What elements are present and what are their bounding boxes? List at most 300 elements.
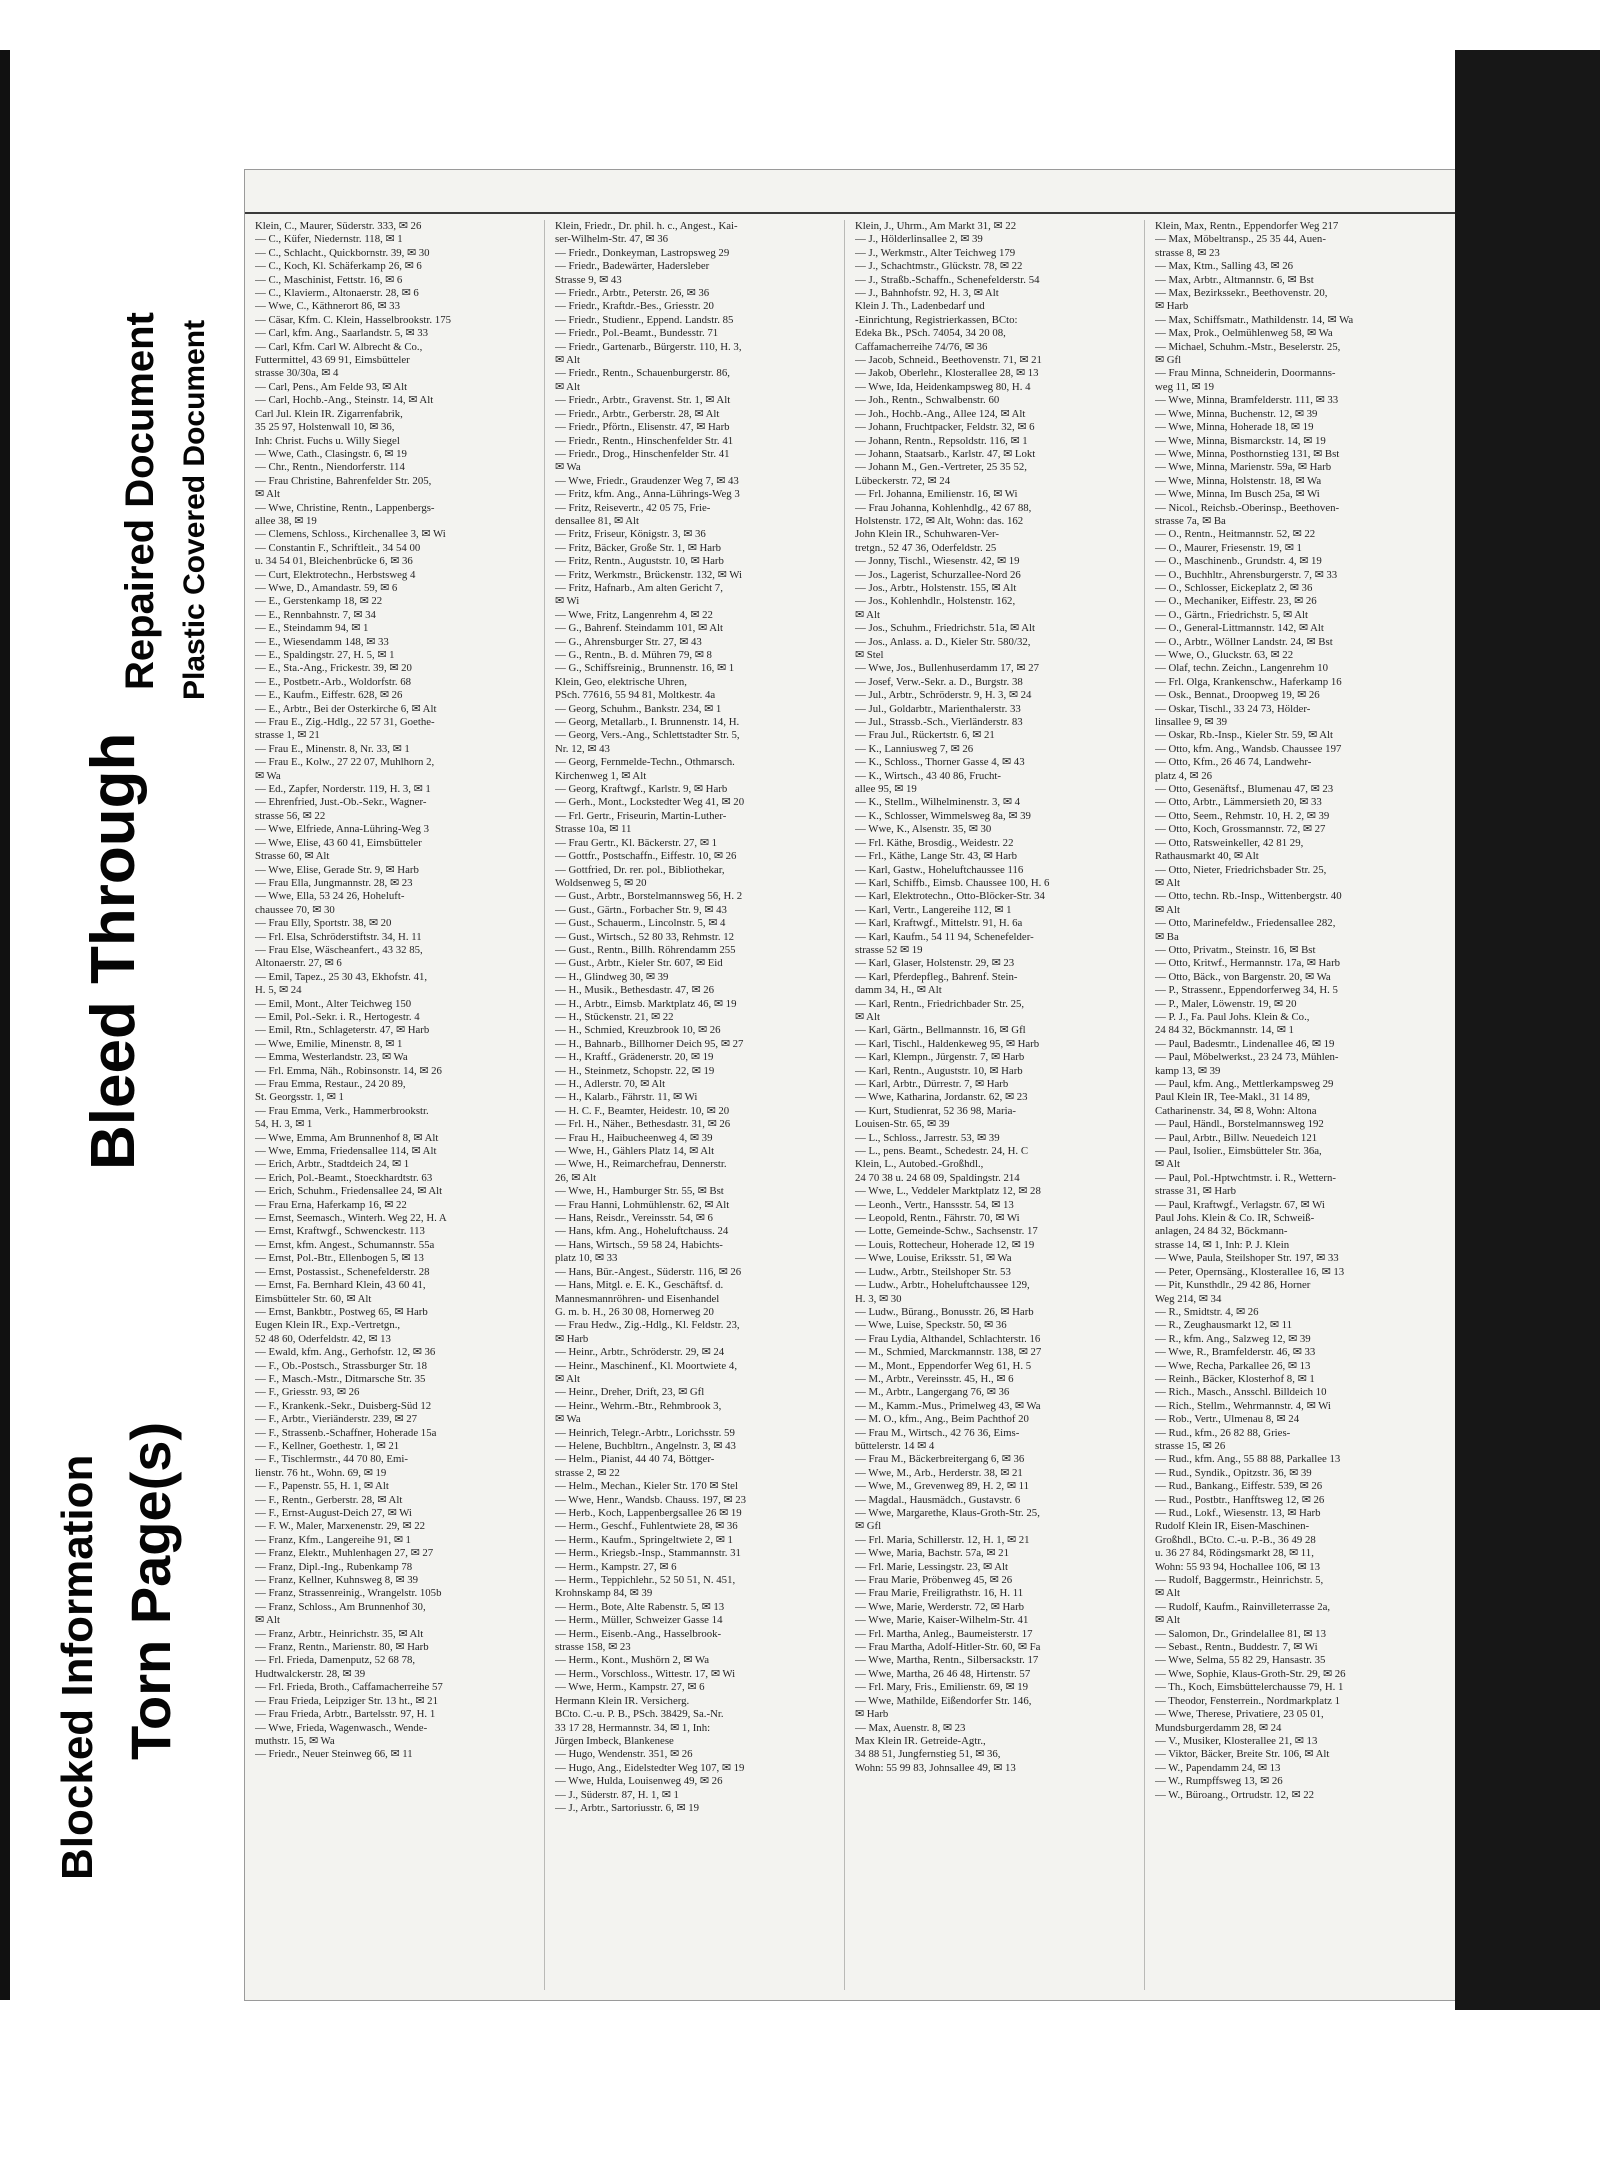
directory-column-3 — [855, 220, 1145, 1990]
directory-entry: — Frau Minna, Schneiderin, Doormanns- — [1155, 367, 1336, 380]
directory-entry: — Oskar, Rb.-Insp., Kieler Str. 59, ✉ Alt — [1155, 729, 1334, 742]
directory-entry: — F., Masch.-Mstr., Ditmarsche Str. 35 — [255, 1372, 426, 1385]
directory-entry: kamp 13, ✉ 39 — [1155, 1064, 1221, 1077]
directory-entry: — H., Steinmetz, Schopstr. 22, ✉ 19 — [555, 1064, 715, 1077]
directory-entry: — Jul., Arbtr., Schröderstr. 9, H. 3, ✉ 24 — [855, 689, 1032, 702]
directory-entry: — Wwe, Elise, Gerade Str. 9, ✉ Harb — [255, 863, 419, 876]
directory-entry: — Wwe, M., Grevenweg 89, H. 2, ✉ 11 — [855, 1480, 1029, 1493]
directory-entry: — Ernst, kfm. Angest., Schumannstr. 55a — [255, 1238, 435, 1251]
directory-entry: — Frau Else, Wäscheanfert., 43 32 85, — [255, 943, 423, 956]
directory-entry: — Friedr., Neuer Steinweg 66, ✉ 11 — [255, 1748, 413, 1761]
directory-entry: — Jos., Anlass. a. D., Kieler Str. 580/32, — [855, 635, 1031, 648]
directory-entry: — Hans, Reisdr., Vereinsstr. 54, ✉ 6 — [555, 1212, 713, 1225]
directory-entry: — E., Gerstenkamp 18, ✉ 22 — [255, 595, 383, 608]
directory-entry: Hudtwalckerstr. 28, ✉ 39 — [255, 1667, 366, 1680]
directory-entry: — Wwe, K., Alsenstr. 35, ✉ 30 — [855, 823, 992, 836]
directory-entry: — Frau Emma, Restaur., 24 20 89, — [255, 1078, 406, 1090]
directory-entry: strasse 1, ✉ 21 — [255, 729, 320, 742]
directory-entry: — Franz, Elektr., Muhlenhagen 27, ✉ 27 — [255, 1547, 434, 1560]
directory-entry: 24 70 38 u. 24 68 09, Spaldingstr. 214 — [855, 1171, 1020, 1184]
directory-entry: Nr. 12, ✉ 43 — [555, 742, 610, 755]
directory-entry: — Karl, Pferdepfleg., Bahrenf. Stein- — [855, 970, 1018, 983]
directory-entry: — Emma, Westerlandstr. 23, ✉ Wa — [255, 1051, 408, 1064]
directory-entry: — J., Bahnhofstr. 92, H. 3, ✉ Alt — [855, 287, 999, 300]
directory-entry: — F., Krankenk.-Sekr., Duisberg-Süd 12 — [255, 1399, 432, 1412]
directory-entry: — Wwe, Minna, Holstenstr. 18, ✉ Wa — [1155, 474, 1322, 487]
directory-entry: — Frau H., Haibucheenweg 4, ✉ 39 — [555, 1131, 713, 1144]
directory-entry: Weg 214, ✉ 34 — [1155, 1292, 1222, 1305]
directory-entry: — Frl. Olga, Krankenschw., Haferkamp 16 — [1155, 675, 1342, 688]
directory-entry: strasse 52 ✉ 19 — [855, 943, 923, 956]
directory-entry: — H., Schmied, Kreuzbrook 10, ✉ 26 — [555, 1024, 721, 1037]
directory-entry: — M., Schmied, Marckmannstr. 138, ✉ 27 — [855, 1346, 1042, 1359]
directory-entry: — H. C. F., Beamter, Heidestr. 10, ✉ 20 — [555, 1104, 730, 1117]
directory-entry: strasse 8, ✉ 23 — [1155, 246, 1220, 259]
directory-entry: — Rud., kfm. Ang., 55 88 88, Parkallee 13 — [1155, 1453, 1341, 1466]
directory-entry: ✉ Alt — [555, 354, 580, 367]
directory-entry: — K., Schlosser, Wimmelsweg 8a, ✉ 39 — [855, 809, 1031, 822]
directory-entry: büttelerstr. 14 ✉ 4 — [855, 1439, 935, 1452]
directory-entry: ✉ Harb — [1155, 300, 1189, 313]
directory-entry: Strasse 60, ✉ Alt — [255, 850, 330, 863]
directory-entry: — E., Wiesendamm 148, ✉ 33 — [255, 635, 389, 648]
directory-entry: — Otto, Arbtr., Lämmersieth 20, ✉ 33 — [1155, 796, 1322, 809]
directory-entry: — Frau Gertr., Kl. Bäckerstr. 27, ✉ 1 — [555, 836, 717, 849]
directory-entry: — Peter, Opernsäng., Klosterallee 16, ✉ 13 — [1155, 1265, 1345, 1278]
directory-entry: — Karl, Kaufm., 54 11 94, Schenefelder- — [855, 930, 1034, 943]
directory-entry: — C., Koch, Kl. Schäferkamp 26, ✉ 6 — [255, 260, 422, 273]
directory-entry: — Frl. Johanna, Emilienstr. 16, ✉ Wi — [855, 488, 1018, 501]
directory-entry: — Wwe, Emma, Am Brunnenhof 8, ✉ Alt — [255, 1131, 439, 1144]
directory-entry: — Rud., Syndik., Opitzstr. 36, ✉ 39 — [1155, 1466, 1312, 1479]
directory-entry: Klein, Max, Rentn., Eppendorfer Weg 217 — [1155, 220, 1339, 232]
directory-entry: ✉ Stel — [855, 649, 884, 661]
directory-entry: — Wwe, Minna, Bismarckstr. 14, ✉ 19 — [1155, 434, 1326, 447]
directory-entry: — Max, Auenstr. 8, ✉ 23 — [855, 1721, 966, 1734]
directory-entry: — Hans, kfm. Ang., Hoheluftchauss. 24 — [555, 1225, 729, 1238]
directory-entry: — Frau Frieda, Leipziger Str. 13 ht., ✉ 21 — [255, 1694, 438, 1707]
directory-entry: — Karl, Gärtn., Bellmannstr. 16, ✉ Gfl — [855, 1024, 1026, 1037]
directory-entry: — Otto, techn. Rb.-Insp., Wittenbergstr. 40 — [1155, 890, 1342, 903]
directory-entry: — Jos., Schuhm., Friedrichstr. 51a, ✉ Alt — [855, 622, 1035, 635]
directory-entry: — Franz, Kfm., Langereihe 91, ✉ 1 — [255, 1533, 411, 1546]
page-header-rule — [245, 170, 1485, 214]
directory-entry: — Wwe, Emma, Friedensallee 114, ✉ Alt — [255, 1145, 437, 1158]
directory-entry: ✉ Wa — [255, 769, 281, 782]
directory-entry: — Georg, Kraftwgf., Karlstr. 9, ✉ Harb — [555, 783, 728, 796]
directory-entry: — Reinh., Bäcker, Klosterhof 8, ✉ 1 — [1155, 1372, 1315, 1385]
directory-entry: Eimsbütteler Str. 60, ✉ Alt — [255, 1292, 372, 1305]
directory-entry: chaussee 70, ✉ 30 — [255, 903, 335, 916]
directory-entry: — R., Smidtstr. 4, ✉ 26 — [1155, 1305, 1259, 1318]
directory-entry: — Th., Koch, Eimsbüttelerchausse 79, H. 1 — [1155, 1681, 1344, 1694]
directory-entry: — Wwe, Herm., Kampstr. 27, ✉ 6 — [555, 1681, 705, 1694]
directory-entry: — K., Schloss., Thorner Gasse 4, ✉ 43 — [855, 756, 1025, 769]
label-plastic-covered-document: Plastic Covered Document — [178, 319, 211, 700]
directory-entry: — Frl. Frieda, Broth., Caffamacherreihe 57 — [255, 1681, 443, 1694]
directory-entry: — E., Spaldingstr. 27, H. 5, ✉ 1 — [255, 649, 395, 661]
directory-entry: — Leonh., Vertr., Hanssstr. 54, ✉ 13 — [855, 1198, 1014, 1211]
directory-entry: — P. J., Fa. Paul Johs. Klein & Co., — [1155, 1010, 1310, 1023]
directory-entry: — Rudolf, Baggermstr., Heinrichstr. 5, — [1155, 1574, 1324, 1587]
directory-entry: — H., Musik., Bethesdastr. 47, ✉ 26 — [555, 984, 715, 997]
directory-entry: — J., Straßb.-Schaffn., Schenefelderstr. 54 — [855, 273, 1040, 286]
directory-entry: allee 95, ✉ 19 — [855, 783, 917, 796]
directory-entry: 33 17 28, Hermannstr. 34, ✉ 1, Inh: — [555, 1721, 711, 1734]
directory-entry: — Wwe, O., Gluckstr. 63, ✉ 22 — [1155, 649, 1294, 661]
directory-entry: — Erich, Pol.-Beamt., Stoeckhardtstr. 63 — [255, 1171, 433, 1184]
directory-entry: strasse 31, ✉ Harb — [1155, 1185, 1237, 1198]
directory-entry: — Emil, Tapez., 25 30 43, Ekhofstr. 41, — [255, 970, 428, 983]
directory-entry: — Friedr., Badewärter, Hadersleber — [555, 260, 710, 273]
directory-entry: ✉ Wa — [555, 461, 581, 474]
directory-entry: — Hans, Wirtsch., 59 58 24, Habichts- — [555, 1238, 723, 1251]
directory-entry: Carl Jul. Klein IR. Zigarrenfabrik, — [255, 407, 403, 420]
directory-entry: — Jacob, Schneid., Beethovenstr. 71, ✉ 21 — [855, 354, 1042, 367]
directory-entry: — Carl, Hochb.-Ang., Steinstr. 14, ✉ Alt — [255, 394, 434, 407]
directory-entry: — Joh., Hochb.-Ang., Allee 124, ✉ Alt — [855, 407, 1026, 420]
directory-entry: — Herm., Vorschloss., Wittestr. 17, ✉ Wi — [555, 1667, 736, 1680]
directory-entry: — E., Sta.-Ang., Frickestr. 39, ✉ 20 — [255, 662, 412, 675]
directory-entry: — O., Maurer, Friesenstr. 19, ✉ 1 — [1155, 541, 1302, 554]
directory-entry: — Gust., Arbtr., Borstelmannsweg 56, H. 2 — [555, 890, 743, 903]
directory-entry: Edeka Bk., PSch. 74054, 34 20 08, — [855, 327, 1006, 340]
directory-entry: Mundsburgerdamm 28, ✉ 24 — [1155, 1721, 1282, 1734]
directory-entry: — F., Papenstr. 55, H. 1, ✉ Alt — [255, 1480, 389, 1493]
directory-entry: — Ludw., Arbtr., Hoheluftchaussee 129, — [855, 1279, 1030, 1292]
directory-entry: — Max, Bezirkssekr., Beethovenstr. 20, — [1155, 287, 1328, 300]
directory-entry: — Fritz, Rentn., Auguststr. 10, ✉ Harb — [555, 555, 724, 568]
directory-entry: — Franz, Strassenreinig., Wrangelstr. 105b — [255, 1587, 442, 1600]
directory-entry: — Wwe, L., Veddeler Marktplatz 12, ✉ 28 — [855, 1185, 1041, 1198]
directory-entry: — Fritz, Reisevertr., 42 05 75, Frie- — [555, 501, 711, 514]
directory-entry: Klein, C., Maurer, Süderstr. 333, ✉ 26 — [255, 220, 422, 232]
directory-entry: Lübeckerstr. 72, ✉ 24 — [855, 474, 951, 487]
directory-entry: — Clemens, Schloss., Kirchenallee 3, ✉ Wi — [255, 528, 446, 541]
directory-entry: — E., Kaufm., Eiffestr. 628, ✉ 26 — [255, 689, 403, 702]
directory-entry: — Wwe, Cath., Clasingstr. 6, ✉ 19 — [255, 447, 407, 460]
directory-entry: — Jul., Strassb.-Sch., Vierländerstr. 83 — [855, 716, 1023, 729]
directory-entry: Klein, Geo, elektrische Uhren, — [555, 675, 687, 688]
directory-entry: Rudolf Klein IR, Eisen-Maschinen- — [1155, 1520, 1310, 1533]
directory-entry: — Friedr., Pol.-Beamt., Bundesstr. 71 — [555, 327, 719, 340]
directory-entry: — Herm., Müller, Schweizer Gasse 14 — [555, 1614, 723, 1627]
directory-entry: — Paul, Kraftwgf., Verlagstr. 67, ✉ Wi — [1155, 1198, 1325, 1211]
directory-entry: — P., Strassenr., Eppendorferweg 34, H. 5 — [1155, 984, 1338, 997]
directory-entry: — Herm., Kriegsb.-Insp., Stammannstr. 31 — [555, 1547, 741, 1560]
directory-entry: — K., Lanniusweg 7, ✉ 26 — [855, 742, 974, 755]
directory-entry: — Frl. Elsa, Schröderstiftstr. 34, H. 11 — [255, 930, 422, 943]
directory-entry: — Lotte, Gemeinde-Schw., Sachsenstr. 17 — [855, 1225, 1038, 1238]
directory-entry: — G., Ahrensburger Str. 27, ✉ 43 — [555, 635, 702, 648]
directory-entry: — Wwe, Recha, Parkallee 26, ✉ 13 — [1155, 1359, 1311, 1372]
directory-entry: — Helm., Mechan., Kieler Str. 170 ✉ Stel — [555, 1480, 738, 1493]
directory-entry: — Fritz, Friseur, Königstr. 3, ✉ 36 — [555, 528, 706, 541]
directory-page — [245, 170, 1485, 2000]
directory-entry: — Frau Hanni, Lohmühlenstr. 62, ✉ Alt — [555, 1198, 730, 1211]
directory-entry: — Otto, kfm. Ang., Wandsb. Chaussee 197 — [1155, 742, 1342, 755]
directory-entry: — Karl, Schiffb., Eimsb. Chaussee 100, H. 6 — [855, 876, 1050, 889]
directory-entry: — Josef, Verw.-Sekr. a. D., Burgstr. 38 — [855, 675, 1023, 688]
directory-entry: ✉ Alt — [555, 1372, 580, 1385]
directory-entry: Woldsenweg 5, ✉ 20 — [555, 876, 647, 889]
directory-entry: — Michael, Schuhm.-Mstr., Beselerstr. 25, — [1155, 340, 1341, 353]
directory-entry: — Fritz, kfm. Ang., Anna-Lührings-Weg 3 — [555, 488, 740, 501]
directory-entry: — Frau M., Bäckerbreitergang 6, ✉ 36 — [855, 1453, 1025, 1466]
directory-entry: — Pit, Kunsthdlr., 29 42 86, Horner — [1155, 1279, 1311, 1292]
directory-entry: — O., Rentn., Heitmannstr. 52, ✉ 22 — [1155, 528, 1316, 541]
directory-entry: — Hugo, Wendenstr. 351, ✉ 26 — [555, 1748, 693, 1761]
directory-entry: — Frl. Mary, Fris., Emilienstr. 69, ✉ 19 — [855, 1681, 1028, 1694]
directory-entry: — Herm., Kaufm., Springeltwiete 2, ✉ 1 — [555, 1533, 733, 1546]
directory-entry: — Frl. Gertr., Friseurin, Martin-Luther- — [555, 809, 727, 822]
directory-entry: — Theodor, Fensterrein., Nordmarkplatz 1 — [1155, 1694, 1340, 1707]
directory-entry: — Ernst, Pol.-Btr., Ellenbogen 5, ✉ 13 — [255, 1252, 424, 1265]
directory-entry: Wohn: 55 99 83, Johnsallee 49, ✉ 13 — [855, 1761, 1016, 1774]
directory-entry: — Emil, Rtn., Schlageterstr. 47, ✉ Harb — [255, 1024, 430, 1037]
directory-entry: ✉ Alt — [1155, 1587, 1180, 1600]
directory-entry: — Friedr., Gartenarb., Bürgerstr. 110, H. 3, — [555, 340, 742, 353]
directory-entry: platz 4, ✉ 26 — [1155, 769, 1213, 782]
directory-entry: — M. O., kfm., Ang., Beim Pachthof 20 — [855, 1413, 1029, 1426]
directory-entry: — G., Bahrenf. Steindamm 101, ✉ Alt — [555, 622, 723, 635]
directory-entry: — Franz, Arbtr., Heinrichstr. 35, ✉ Alt — [255, 1627, 424, 1640]
directory-entry: — Heinrich, Telegr.-Arbtr., Lorichsstr. 59 — [555, 1426, 735, 1439]
bottom-margin — [0, 2010, 1600, 2177]
directory-entry: Caffamacherreihe 74/76, ✉ 36 — [855, 340, 988, 353]
directory-entry: — Paul, Pol.-Hptwchtmstr. i. R., Wettern- — [1155, 1171, 1336, 1184]
directory-entry: — Frau Christine, Bahrenfelder Str. 205, — [255, 474, 432, 487]
directory-entry: — Otto, Marinefeldw., Friedensallee 282, — [1155, 917, 1336, 930]
directory-entry: u. 36 27 84, Rödingsmarkt 28, ✉ 11, — [1155, 1547, 1314, 1560]
directory-entry: — P., Maler, Löwenstr. 19, ✉ 20 — [1155, 997, 1297, 1010]
directory-entry: — Hugo, Ang., Eidelstedter Weg 107, ✉ 19 — [555, 1761, 745, 1774]
directory-entry: ✉ Gfl — [855, 1520, 882, 1533]
directory-entry: — Karl, Kraftwgf., Mittelstr. 91, H. 6a — [855, 917, 1023, 930]
directory-entry: Kirchenweg 1, ✉ Alt — [555, 769, 647, 782]
directory-entry: platz 10, ✉ 33 — [555, 1252, 618, 1265]
directory-entry: — Viktor, Bäcker, Breite Str. 106, ✉ Alt — [1155, 1748, 1330, 1761]
directory-entry: 26, ✉ Alt — [555, 1171, 597, 1184]
directory-entry: — Frl. Frieda, Damenputz, 52 68 78, — [255, 1654, 416, 1667]
directory-entry: — Gust., Schauerm., Lincolnstr. 5, ✉ 4 — [555, 917, 726, 930]
directory-entry: — Wwe, M., Arb., Herderstr. 38, ✉ 21 — [855, 1466, 1023, 1479]
directory-entry: ✉ Gfl — [1155, 354, 1182, 367]
directory-entry: — Wwe, Fritz, Langenrehm 4, ✉ 22 — [555, 608, 713, 621]
directory-entry: — H., Glindweg 30, ✉ 39 — [555, 970, 669, 983]
directory-entry: ✉ Alt — [255, 1614, 280, 1627]
directory-entry: — Wwe, Emilie, Minenstr. 8, ✉ 1 — [255, 1037, 403, 1050]
scan-left-edge — [0, 50, 10, 2000]
directory-entry: — Heinr., Dreher, Drift, 23, ✉ Gfl — [555, 1386, 705, 1399]
directory-entry: — Fritz, Werkmstr., Brückenstr. 132, ✉ Wi — [555, 568, 742, 581]
directory-entry: — Frau Frieda, Arbtr., Bartelsstr. 97, H. 1 — [255, 1708, 436, 1721]
directory-entry: — F., Ob.-Postsch., Strassburger Str. 18 — [255, 1359, 427, 1372]
directory-entry: — Frau E., Minenstr. 8, Nr. 33, ✉ 1 — [255, 742, 410, 755]
directory-entry: — Kurt, Studienrat, 52 36 98, Maria- — [855, 1104, 1017, 1117]
directory-entry: — W., Büroang., Ortrudstr. 12, ✉ 22 — [1155, 1788, 1315, 1801]
directory-entry: strasse 30/30a, ✉ 4 — [255, 367, 339, 380]
directory-entry: Inh: Christ. Fuchs u. Willy Siegel — [255, 434, 400, 447]
directory-entry: — Wwe, Ida, Heidenkampsweg 80, H. 4 — [855, 380, 1031, 393]
directory-entry: — Georg, Schuhm., Bankstr. 234, ✉ 1 — [555, 702, 722, 715]
directory-entry: — Carl, kfm. Ang., Saarlandstr. 5, ✉ 33 — [255, 327, 429, 340]
directory-entry: — Jos., Lagerist, Schurzallee-Nord 26 — [855, 568, 1021, 581]
label-bleed-through: Bleed Through — [79, 732, 148, 1170]
directory-entry: — Otto, Seem., Rehmstr. 10, H. 2, ✉ 39 — [1155, 809, 1330, 822]
directory-entry: — Wwe, Minna, Im Busch 25a, ✉ Wi — [1155, 488, 1320, 501]
directory-entry: — Wwe, Margarethe, Klaus-Groth-Str. 25, — [855, 1507, 1040, 1519]
label-torn-pages: Torn Page(s) — [119, 1421, 182, 1760]
directory-entry: Louisen-Str. 65, ✉ 39 — [855, 1118, 950, 1131]
directory-entry: — Wwe, Elfriede, Anna-Lühring-Weg 3 — [255, 823, 430, 836]
directory-entry: PSch. 77616, 55 94 81, Moltkestr. 4a — [555, 689, 716, 702]
directory-entry: — Ewald, kfm. Ang., Gerhofstr. 12, ✉ 36 — [255, 1346, 436, 1359]
directory-entry: Klein, Friedr., Dr. phil. h. c., Angest., Kai- — [555, 220, 738, 232]
directory-entry: Klein, L., Autobed.-Großhdl., — [855, 1158, 984, 1171]
directory-entry: strasse 2, ✉ 22 — [555, 1466, 620, 1479]
directory-entry: — Friedr., Arbtr., Gravenst. Str. 1, ✉ Alt — [555, 394, 731, 407]
directory-entry: — Otto, Kfm., 26 46 74, Landwehr- — [1155, 756, 1312, 769]
directory-entry: — Wwe, Henr., Wandsb. Chauss. 197, ✉ 23 — [555, 1493, 747, 1506]
directory-entry: — M., Mont., Eppendorfer Weg 61, H. 5 — [855, 1359, 1032, 1372]
directory-entry: — Ed., Zapfer, Norderstr. 119, H. 3, ✉ 1 — [255, 783, 431, 796]
directory-entry: — O., Gärtn., Friedrichstr. 5, ✉ Alt — [1155, 608, 1308, 621]
directory-entry: — Gottfried, Dr. rer. pol., Bibliothekar, — [555, 863, 725, 876]
directory-entry: — Fritz, Bäcker, Große Str. 1, ✉ Harb — [555, 541, 722, 554]
directory-entry: — J., Hölderlinsallee 2, ✉ 39 — [855, 233, 983, 246]
directory-entry: — Wwe, Ella, 53 24 26, Hoheluft- — [255, 890, 405, 903]
directory-entry: — Ehrenfried, Just.-Ob.-Sekr., Wagner- — [255, 796, 427, 809]
directory-entry: — Oskar, Tischl., 33 24 73, Hölder- — [1155, 702, 1311, 715]
directory-columns — [255, 220, 1465, 1990]
directory-entry: — J., Süderstr. 87, H. 1, ✉ 1 — [555, 1788, 679, 1801]
directory-entry: — Max, Schiffsmatr., Mathildenstr. 14, ✉ Wa — [1155, 313, 1354, 326]
directory-entry: linsallee 9, ✉ 39 — [1155, 716, 1228, 729]
directory-entry: — M., Arbtr., Vereinsstr. 45, H., ✉ 6 — [855, 1372, 1014, 1385]
directory-entry: — Karl, Rentn., Friedrichbader Str. 25, — [855, 997, 1025, 1010]
directory-entry: allee 38, ✉ 19 — [255, 514, 317, 527]
directory-entry: — Heinr., Wehrm.-Btr., Rehmbrook 3, — [555, 1399, 722, 1412]
directory-entry: — Max, Arbtr., Altmannstr. 6, ✉ Bst — [1155, 273, 1314, 286]
directory-entry: — Johann, Fruchtpacker, Feldstr. 32, ✉ 6 — [855, 421, 1035, 434]
directory-entry: — W., Rumpffsweg 13, ✉ 26 — [1155, 1775, 1283, 1788]
directory-entry: — H., Arbtr., Eimsb. Marktplatz 46, ✉ 19 — [555, 997, 737, 1010]
directory-entry: — E., Postbetr.-Arb., Woldorfstr. 68 — [255, 675, 412, 688]
directory-entry: — K., Stellm., Wilhelminenstr. 3, ✉ 4 — [855, 796, 1020, 809]
directory-entry: — Frau Emma, Verk., Hammerbrookstr. — [255, 1104, 429, 1117]
directory-entry: Jürgen Imbeck, Blankenese — [555, 1734, 674, 1747]
directory-entry: — O., Buchhltr., Ahrensburgerstr. 7, ✉ 33 — [1155, 568, 1338, 581]
directory-entry: — Karl, Klempn., Jürgenstr. 7, ✉ Harb — [855, 1051, 1025, 1064]
directory-entry: ser-Wilhelm-Str. 47, ✉ 36 — [555, 233, 669, 246]
directory-entry: — Ludw., Arbtr., Steilshoper Str. 53 — [855, 1265, 1011, 1278]
directory-entry: — Frau Lydia, Althandel, Schlachterstr. 16 — [855, 1332, 1041, 1345]
directory-entry: — Frau E., Zig.-Hdlg., 22 57 31, Goethe- — [255, 716, 435, 729]
directory-entry: — F., Kellner, Goethestr. 1, ✉ 21 — [255, 1439, 400, 1452]
directory-entry: — Karl, Rentn., Auguststr. 10, ✉ Harb — [855, 1064, 1023, 1077]
directory-entry: 24 84 32, Böckmannstr. 14, ✉ 1 — [1155, 1024, 1294, 1037]
directory-entry: — Herm., Geschf., Fuhlentwiete 28, ✉ 36 — [555, 1520, 738, 1533]
directory-entry: — Carl, Kfm. Carl W. Albrecht & Co., — [255, 340, 423, 353]
directory-entry: — Jakob, Oberlehr., Klosterallee 28, ✉ 13 — [855, 367, 1039, 380]
directory-entry: — H., Adlerstr. 70, ✉ Alt — [555, 1078, 666, 1090]
directory-entry: — Herm., Bote, Alte Rabenstr. 5, ✉ 13 — [555, 1600, 725, 1613]
directory-entry: — H., Bahnarb., Billhorner Deich 95, ✉ 27 — [555, 1037, 744, 1050]
directory-entry: — Wwe, H., Reimarchefrau, Dennerstr. — [555, 1158, 727, 1171]
directory-entry: — C., Maschinist, Fettstr. 16, ✉ 6 — [255, 273, 403, 286]
directory-entry: — F. W., Maler, Marxenenstr. 29, ✉ 22 — [255, 1520, 425, 1533]
directory-entry: strasse 7a, ✉ Ba — [1155, 514, 1226, 527]
directory-entry: — G., Schiffsreinig., Brunnenstr. 16, ✉ 1 — [555, 662, 735, 675]
directory-entry: — Frau Hedw., Zig.-Hdlg., Kl. Feldstr. 23, — [555, 1319, 740, 1332]
top-margin — [0, 0, 1600, 50]
directory-entry: — Frl. Martha, Anleg., Baumeisterstr. 17 — [855, 1627, 1033, 1640]
directory-entry: — Wwe, C., Käthnerort 86, ✉ 33 — [255, 300, 400, 313]
directory-entry: ✉ Alt — [555, 380, 580, 393]
directory-entry: — Heinr., Maschinenf., Kl. Moortwiete 4, — [555, 1359, 738, 1372]
directory-entry: — Otto, Gesenäftsf., Blumenau 47, ✉ 23 — [1155, 783, 1334, 796]
directory-entry: — Rud., kfm., 26 82 88, Gries- — [1155, 1426, 1291, 1439]
directory-entry: — R., Zeughausmarkt 12, ✉ 11 — [1155, 1319, 1292, 1332]
directory-entry: — Curt, Elektrotechn., Herbstsweg 4 — [255, 568, 416, 581]
directory-entry: — Joh., Rentn., Schwalbenstr. 60 — [855, 394, 1000, 407]
directory-entry: — Paul, Möbelwerkst., 23 24 73, Mühlen- — [1155, 1051, 1339, 1064]
directory-entry: — Johann, Rentn., Repsoldstr. 116, ✉ 1 — [855, 434, 1028, 447]
directory-entry: — Gottfr., Postschaffn., Eiffestr. 10, ✉ 26 — [555, 850, 737, 863]
directory-entry: — Friedr., Studienr., Eppend. Landstr. 85 — [555, 313, 734, 326]
directory-entry: densallee 81, ✉ Alt — [555, 514, 640, 527]
directory-entry: — Max, Möbeltransp., 25 35 44, Auen- — [1155, 233, 1326, 246]
directory-entry: — Wwe, Selma, 55 82 29, Hansastr. 35 — [1155, 1654, 1326, 1667]
directory-column-1 — [255, 220, 545, 1990]
directory-entry: — Rud., Bankang., Eiffestr. 539, ✉ 26 — [1155, 1480, 1323, 1493]
directory-entry: — Frau Jul., Rückertstr. 6, ✉ 21 — [855, 729, 995, 742]
directory-entry: — Wwe, D., Amandastr. 59, ✉ 6 — [255, 581, 398, 594]
directory-entry: — L., pens. Beamt., Schedestr. 24, H. C — [855, 1145, 1029, 1158]
directory-entry: — Wwe, Christine, Rentn., Lappenbergs- — [255, 501, 435, 514]
directory-entry: 54, H. 3, ✉ 1 — [255, 1118, 313, 1131]
directory-entry: — Ernst, Seemasch., Winterh. Weg 22, H. A — [255, 1212, 447, 1225]
directory-entry: Altonaerstr. 27, ✉ 6 — [255, 957, 342, 970]
directory-entry: — Frau Johanna, Kohlenhdlg., 42 67 88, — [855, 501, 1032, 514]
directory-entry: — Nicol., Reichsb.-Oberinsp., Beethoven- — [1155, 501, 1340, 514]
directory-entry: — Leopold, Rentn., Fährstr. 70, ✉ Wi — [855, 1212, 1020, 1225]
directory-entry: — Max, Ktm., Salling 43, ✉ 26 — [1155, 260, 1294, 273]
directory-entry: — Wwe, Minna, Posthornstieg 131, ✉ Bst — [1155, 447, 1340, 460]
directory-entry: — Frau Erna, Haferkamp 16, ✉ 22 — [255, 1198, 407, 1211]
directory-entry: — R., kfm. Ang., Salzweg 12, ✉ 39 — [1155, 1332, 1311, 1345]
directory-entry: — O., Mechaniker, Eiffestr. 23, ✉ 26 — [1155, 595, 1317, 608]
directory-entry: — Gust., Rentn., Billh. Röhrendamm 255 — [555, 943, 736, 956]
directory-entry: — Johann M., Gen.-Vertreter, 25 35 52, — [855, 461, 1027, 474]
directory-entry: — Wwe, Louise, Eriksstr. 51, ✉ Wa — [855, 1252, 1012, 1265]
directory-entry: — H., Kalarb., Fährstr. 11, ✉ Wi — [555, 1091, 698, 1104]
directory-entry: — Georg, Vers.-Ang., Schlettstadter Str. 5, — [555, 729, 740, 742]
directory-entry: — Friedr., Rentn., Schauenburgerstr. 86, — [555, 367, 730, 380]
directory-entry: — Johann, Staatsarb., Karlstr. 47, ✉ Lokt — [855, 447, 1036, 460]
directory-entry: — Otto, Ratsweinkeller, 42 81 29, — [1155, 836, 1304, 849]
directory-entry: — Franz, Rentn., Marienstr. 80, ✉ Harb — [255, 1641, 429, 1654]
directory-entry: — Rich., Masch., Ansschl. Billdeich 10 — [1155, 1386, 1327, 1399]
directory-entry: — Wwe, R., Bramfelderstr. 46, ✉ 33 — [1155, 1346, 1316, 1359]
directory-entry: — Frau Ella, Jungmannstr. 28, ✉ 23 — [255, 876, 413, 889]
directory-entry: — O., General-Littmannstr. 142, ✉ Alt — [1155, 622, 1324, 635]
directory-entry: — Hans, Bür.-Angest., Süderstr. 116, ✉ 26 — [555, 1265, 742, 1278]
directory-entry: — Franz, Kellner, Kuhnsweg 8, ✉ 39 — [255, 1574, 419, 1587]
directory-entry: Futtermittel, 43 69 91, Eimsbütteler — [255, 354, 410, 367]
directory-entry: — E., Steindamm 94, ✉ 1 — [255, 622, 369, 635]
